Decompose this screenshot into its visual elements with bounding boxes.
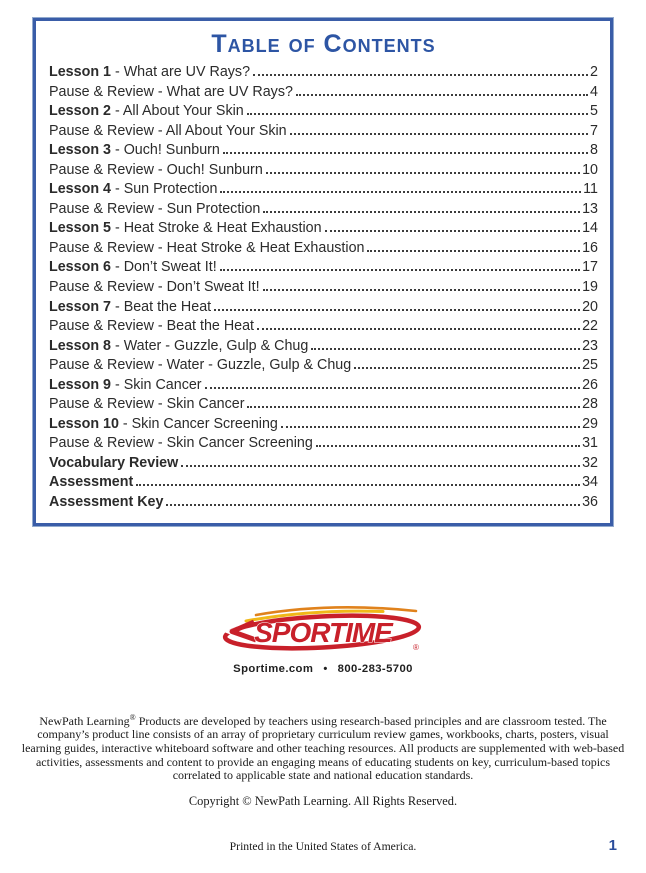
toc-entry-bold-label: Vocabulary Review [49, 454, 179, 471]
toc-entry-bold-label: Lesson 2 [49, 103, 111, 120]
toc-entry-page-ref: 4 [590, 83, 598, 100]
toc-entry-rest-label: Pause & Review - Skin Cancer Screening [49, 435, 313, 452]
page-title: Table of Contents [211, 30, 436, 58]
toc-entry [49, 180, 598, 200]
toc-entry-page-ref: 16 [582, 239, 598, 256]
toc-entry-label [49, 317, 254, 337]
toc-entry-bold-label: Assessment Key [49, 494, 164, 511]
toc-entry-label [49, 298, 211, 318]
toc-entry-rest-label: - Water - Guzzle, Gulp & Chug [110, 337, 309, 354]
toc-entry [49, 298, 598, 318]
toc-entry [49, 219, 598, 239]
toc-entry [49, 493, 598, 513]
about-registered-mark: ® [129, 712, 136, 722]
logo-phone: 800-283-5700 [337, 662, 413, 675]
dot-leader [247, 113, 588, 115]
toc-entry-rest-label: Pause & Review - What are UV Rays? [49, 83, 293, 100]
registered-mark: ® [413, 642, 419, 652]
toc-entry-bold-label: Lesson 1 [49, 64, 111, 80]
sportime-logo-icon [220, 600, 426, 656]
copyright-line: Copyright © NewPath Learning. All Rights Reserved. [188, 794, 458, 809]
toc-entry [49, 161, 598, 181]
dot-leader [266, 172, 580, 174]
toc-entry-rest-label: - Skin Cancer Screening [118, 415, 278, 432]
toc-entry-label [49, 200, 260, 220]
toc-entry-bold-label: Lesson 6 [49, 259, 111, 276]
dot-leader [311, 348, 580, 350]
toc-entry-page-ref: 29 [582, 415, 598, 432]
toc-entry-bold-label: Lesson 7 [49, 298, 111, 315]
toc-entry-page-ref: 10 [582, 161, 598, 178]
toc-entry-label [49, 258, 217, 278]
toc-entry-bold-label: Assessment [49, 474, 134, 491]
toc-entry-rest-label: Pause & Review - Don’t Sweat It! [49, 279, 260, 296]
toc-entry-label [49, 356, 351, 376]
dot-leader [316, 445, 580, 447]
toc-entry-label [49, 83, 293, 103]
toc-entry-page-ref: 7 [590, 122, 598, 139]
toc-entry [49, 376, 598, 396]
tagline-bullet: • [323, 662, 328, 675]
toc-entry [49, 258, 598, 278]
about-body: Products are developed by teachers using research-based principles and are classroom tested. The company’s product line consists of an array of proprietary curriculum review games, workbooks, charts, posters, visual learning guides, interactive whiteboard software and other teaching resources. All products are supplemented with web-based activities, assessments and content to provide an engaging means of educating students on key, curriculum-based topics correlated to applicable state and national education standards. [21, 713, 625, 783]
dot-leader [290, 133, 588, 135]
toc-entry-label [49, 473, 133, 493]
toc-entry [49, 434, 598, 454]
dot-leader [257, 328, 580, 330]
toc-entry-rest-label: Pause & Review - Ouch! Sunburn [49, 161, 263, 178]
toc-entry-rest-label: Pause & Review - All About Your Skin [49, 122, 287, 139]
toc-entry-label [49, 180, 217, 200]
toc-entry-rest-label: Pause & Review - Heat Stroke & Heat Exhaustion [49, 239, 365, 256]
toc-entry-label [49, 434, 313, 454]
toc-entry-page-ref: 34 [582, 474, 598, 491]
toc-entry-page-ref: 20 [582, 298, 598, 315]
dot-leader [325, 230, 581, 232]
dot-leader [247, 406, 580, 408]
toc-entry [49, 415, 598, 435]
toc-box [33, 18, 613, 526]
toc-entry-rest-label: - Skin Cancer [110, 376, 202, 393]
dot-leader [181, 465, 580, 467]
toc-entry-bold-label: Lesson 4 [49, 181, 111, 198]
toc-entry-label [49, 395, 244, 415]
toc-entry [49, 102, 598, 122]
toc-entry-page-ref: 32 [582, 454, 598, 471]
toc-entry-label [49, 415, 278, 435]
toc-entry-page-ref: 17 [582, 259, 598, 276]
dot-leader [220, 191, 581, 193]
toc-entry-rest-label: - Don’t Sweat It! [110, 259, 217, 276]
toc-entry-page-ref: 26 [582, 376, 598, 393]
toc-entry-rest-label: - Heat Stroke & Heat Exhaustion [110, 220, 322, 237]
toc-entry-page-ref: 36 [582, 494, 598, 511]
toc-entry-rest-label: - Beat the Heat [110, 298, 212, 315]
toc-entry-label [49, 219, 322, 239]
dot-leader [281, 426, 580, 428]
logo-website: Sportime.com [233, 662, 314, 675]
dot-leader [205, 387, 581, 389]
toc-entry [49, 395, 598, 415]
page-number: 1 [608, 837, 617, 854]
dot-leader [263, 289, 581, 291]
toc-entry-page-ref: 13 [582, 200, 598, 217]
toc-entry-page-ref: 8 [590, 142, 598, 159]
logo-section [0, 600, 646, 675]
toc-entry [49, 141, 598, 161]
about-prefix: NewPath Learning [39, 713, 130, 728]
dot-leader [354, 367, 580, 369]
toc-entry [49, 356, 598, 376]
toc-entry-rest-label: - Sun Protection [110, 181, 218, 198]
dot-leader [220, 269, 580, 271]
dot-leader [367, 250, 580, 252]
dot-leader [223, 152, 588, 154]
document-page [0, 18, 646, 873]
toc-entry [49, 278, 598, 298]
toc-entry-bold-label: Lesson 10 [49, 415, 119, 432]
toc-entry-page-ref: 28 [582, 396, 598, 413]
toc-entry-page-ref: 5 [590, 103, 598, 120]
toc-entry-rest-label: Pause & Review - Water - Guzzle, Gulp & Chug [49, 357, 352, 374]
toc-entry-rest-label: Pause & Review - Skin Cancer [49, 396, 245, 413]
dot-leader [263, 211, 580, 213]
toc-entry-page-ref: 2 [590, 64, 598, 80]
toc-entry-page-ref: 11 [583, 181, 598, 198]
toc-entry-rest-label: - What are UV Rays? [110, 64, 251, 80]
toc-entry-label [49, 454, 178, 474]
toc-entry-bold-label: Lesson 9 [49, 376, 111, 393]
toc-entry-page-ref: 19 [582, 279, 598, 296]
dot-leader [166, 504, 580, 506]
toc-entry-bold-label: Lesson 3 [49, 142, 111, 159]
toc-entry [49, 317, 598, 337]
toc-entry [49, 200, 598, 220]
toc-entry-rest-label: Pause & Review - Beat the Heat [49, 318, 255, 335]
toc-entry [49, 122, 598, 142]
toc-entry-bold-label: Lesson 5 [49, 220, 111, 237]
toc-entry-label [49, 493, 163, 513]
toc-entry-rest-label: Pause & Review - Sun Protection [49, 200, 261, 217]
dot-leader [136, 484, 580, 486]
dot-leader [253, 74, 588, 76]
toc-entry-bold-label: Lesson 8 [49, 337, 111, 354]
toc-entry-label [49, 141, 220, 161]
toc-entry-label [49, 102, 244, 122]
toc-entry-label [49, 337, 308, 357]
toc-entry-page-ref: 14 [582, 220, 598, 237]
about-paragraph [19, 711, 627, 784]
toc-entry [49, 83, 598, 103]
toc-entry-label [49, 63, 250, 83]
toc-entry-label [49, 376, 202, 396]
toc-entry-page-ref: 22 [582, 318, 598, 335]
toc-entry-label [49, 278, 260, 298]
toc-entry-page-ref: 31 [582, 435, 598, 452]
toc-entry [49, 473, 598, 493]
toc-list [49, 63, 598, 513]
toc-entry-rest-label: - All About Your Skin [110, 103, 244, 120]
toc-entry [49, 239, 598, 259]
toc-entry-rest-label: - Ouch! Sunburn [110, 142, 220, 159]
sportime-wordmark: SPORTIME [254, 616, 392, 648]
printed-line: Printed in the United States of America. [229, 840, 417, 853]
dot-leader [214, 309, 580, 311]
toc-entry [49, 337, 598, 357]
toc-entry [49, 454, 598, 474]
toc-entry-label [49, 239, 364, 259]
logo-tagline [0, 663, 646, 675]
toc-entry [49, 63, 598, 83]
toc-entry-page-ref: 23 [582, 337, 598, 354]
toc-entry-label [49, 161, 263, 181]
dot-leader [296, 94, 588, 96]
toc-entry-page-ref: 25 [582, 357, 598, 374]
toc-entry-label [49, 122, 287, 142]
